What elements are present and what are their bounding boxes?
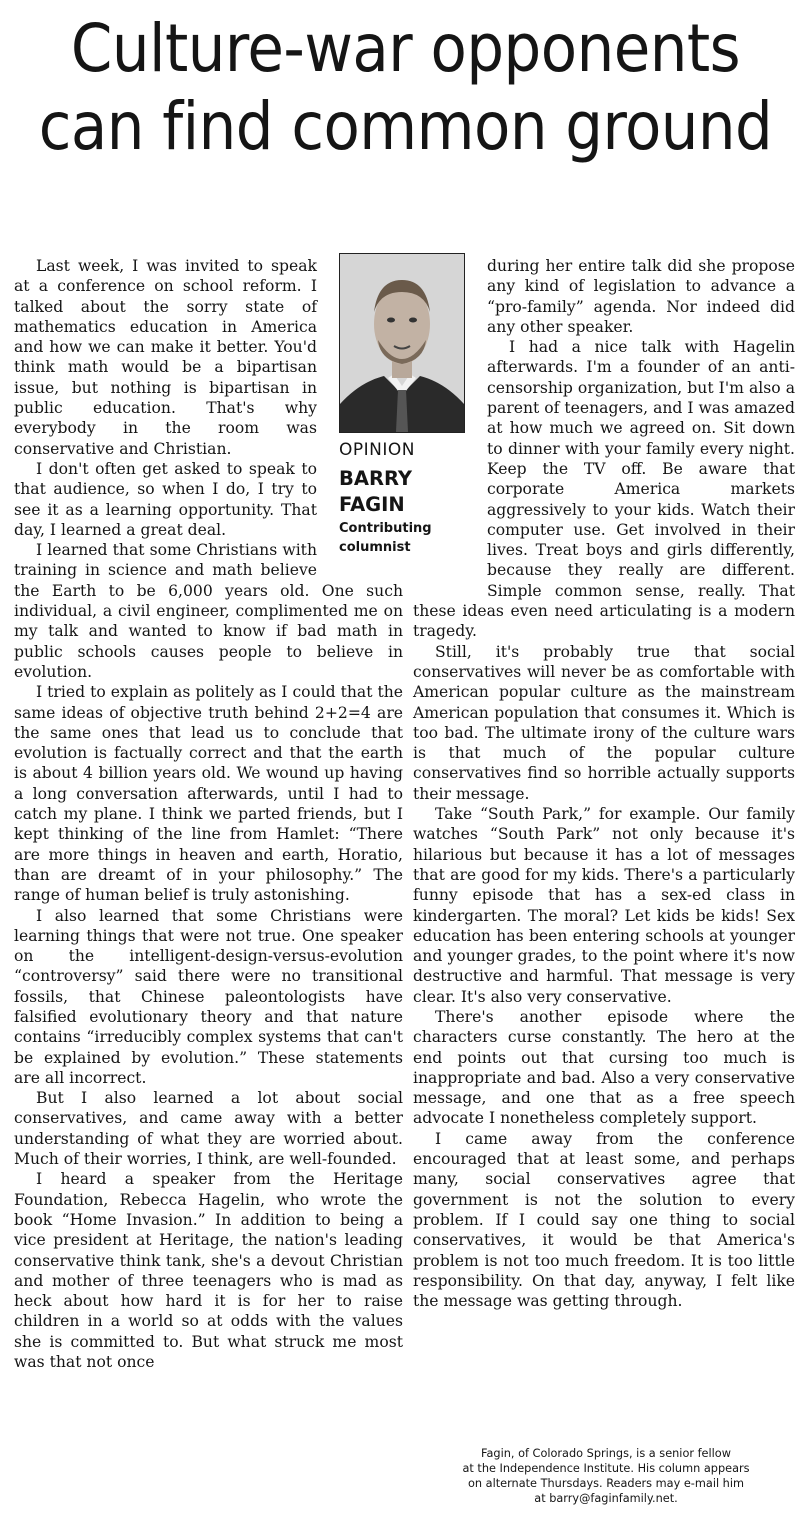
paragraph: I learned that some Christians with training in science and math believe the Earth to be 6,000 years old. One such individual, a civil engineer, complimented me on my talk and wanted to know if bad math in public schools causes people to believe in evolution.	[14, 541, 403, 681]
paragraph: I also learned that some Christians were learning things that were not true. One speaker on the intelligent-design-versus-evolution “controversy” said there were no transitional fossils, that Chinese paleontologists have falsified evolutionary theory and that nature contains “irreducibly complex systems that can't be explained by evolution.” These statements are all incorrect.	[14, 906, 403, 1087]
paragraph: Take “South Park,” for example. Our family watches “South Park” not only because it's hilarious but because it has a lot of messages that are good for my kids. There's a particularly funny episode that has a sex-ed class in kindergarten. The moral? Let kids be kids! Sex education has been entering schools at younger and younger grades, to the point where it's now destructive and harmful. That message is very clear. It's also very conservative.	[413, 805, 795, 1006]
paragraph: I heard a speaker from the Heritage Foundation, Rebecca Hagelin, who wrote the book “Home Invasion.” In addition to being a vice president at Heritage, the nation's leading conservative think tank, she's a devout Christian and mother of three teenagers who is mad as heck about how hard it is for her to raise children in a world so at odds with the values she is committed to. But what struck me most was that not once	[14, 1170, 403, 1372]
article-column-2	[413, 256, 795, 1311]
paragraph: I came away from the conference encouraged that at least some, and perhaps many, social conservatives agree that government is not the solution to every problem. If I could say one thing to social conservatives, it would be that America's problem is not too much freedom. It is too little responsibility. On that day, anyway, I felt like the message was getting through.	[413, 1129, 795, 1311]
author-title-line-2: columnist	[339, 540, 411, 555]
tagline-line-1: Fagin, of Colorado Springs, is a senior fellow	[481, 1447, 731, 1460]
paragraph: Still, it's probably true that social conservatives will never be as comfortable with American popular culture as the mainstream American population that consumes it. Which is too bad. The ultimate irony of the culture wars is that much of the popular culture conservatives find so horrible actually supports their message.	[413, 642, 795, 803]
section-label: OPINION	[339, 440, 415, 460]
author-first-name: BARRY	[339, 467, 413, 490]
article-column-1	[14, 256, 403, 1372]
tagline-line-4: at barry@faginfamily.net.	[534, 1492, 678, 1505]
paragraph: I had a nice talk with Hagelin afterwards. I'm a founder of an anti-censorship organization, but I'm also a parent of teenagers, and I was amazed at how much we agreed on. Sit down to dinner with your family every night. Keep the TV off. Be aware that corporate America markets aggressively to your kids. Watch their computer use. Get involved in their lives. Treat boys and girls differently, because they really are different. Simple common sense, really. That these ideas even need articulating is a modern tragedy.	[413, 338, 795, 641]
author-last-name: FAGIN	[339, 493, 405, 516]
headline-line-2: can find common ground	[38, 88, 773, 165]
author-title-line-1: Contributing	[339, 521, 432, 536]
paragraph: I don't often get asked to speak to that audience, so when I do, I try to see it as a learning opportunity. That day, I learned a great deal.	[14, 459, 317, 539]
headline-line-1: Culture-war opponents	[70, 10, 741, 87]
author-tagline	[420, 1446, 792, 1506]
paragraph: But I also learned a lot about social conservatives, and came away with a better understanding of what they are worried about. Much of their worries, I think, are well-founded.	[14, 1089, 403, 1169]
paragraph: There's another episode where the characters curse constantly. The hero at the end points out that cursing too much is inappropriate and bad. Also a very conservative message, and one that as a free speech advocate I nonetheless completely support.	[413, 1007, 795, 1128]
tagline-line-2: at the Independence Institute. His column appears	[462, 1462, 750, 1475]
photo-wrap-spacer-1	[317, 256, 403, 572]
paragraph: I tried to explain as politely as I could that the same ideas of objective truth behind 2+2=4 are the same ones that lead us to conclude that evolution is factually correct and that the earth is about 4 billion years old. We wound up having a long conversation afterwards, until I had to catch my plane. I think we parted friends, but I kept thinking of the line from Hamlet: “There are more things in heaven and earth, Horatio, than are dreamt of in your philosophy.” The range of human belief is truly astonishing.	[14, 683, 403, 905]
photo-wrap-spacer-2	[413, 256, 487, 581]
paragraph: during her entire talk did she propose any kind of legislation to advance a “pro-family” agenda. Nor indeed did any other speaker.	[487, 257, 795, 336]
paragraph: Last week, I was invited to speak at a conference on school reform. I talked about the sorry state of mathematics education in America and how we can make it better. You'd think math would be a bipartisan issue, but nothing is bipartisan in public education. That's why everybody in the room was conservative and Christian.	[14, 257, 317, 458]
headline	[0, 10, 811, 166]
tagline-line-3: on alternate Thursdays. Readers may e-mail him	[468, 1477, 744, 1490]
